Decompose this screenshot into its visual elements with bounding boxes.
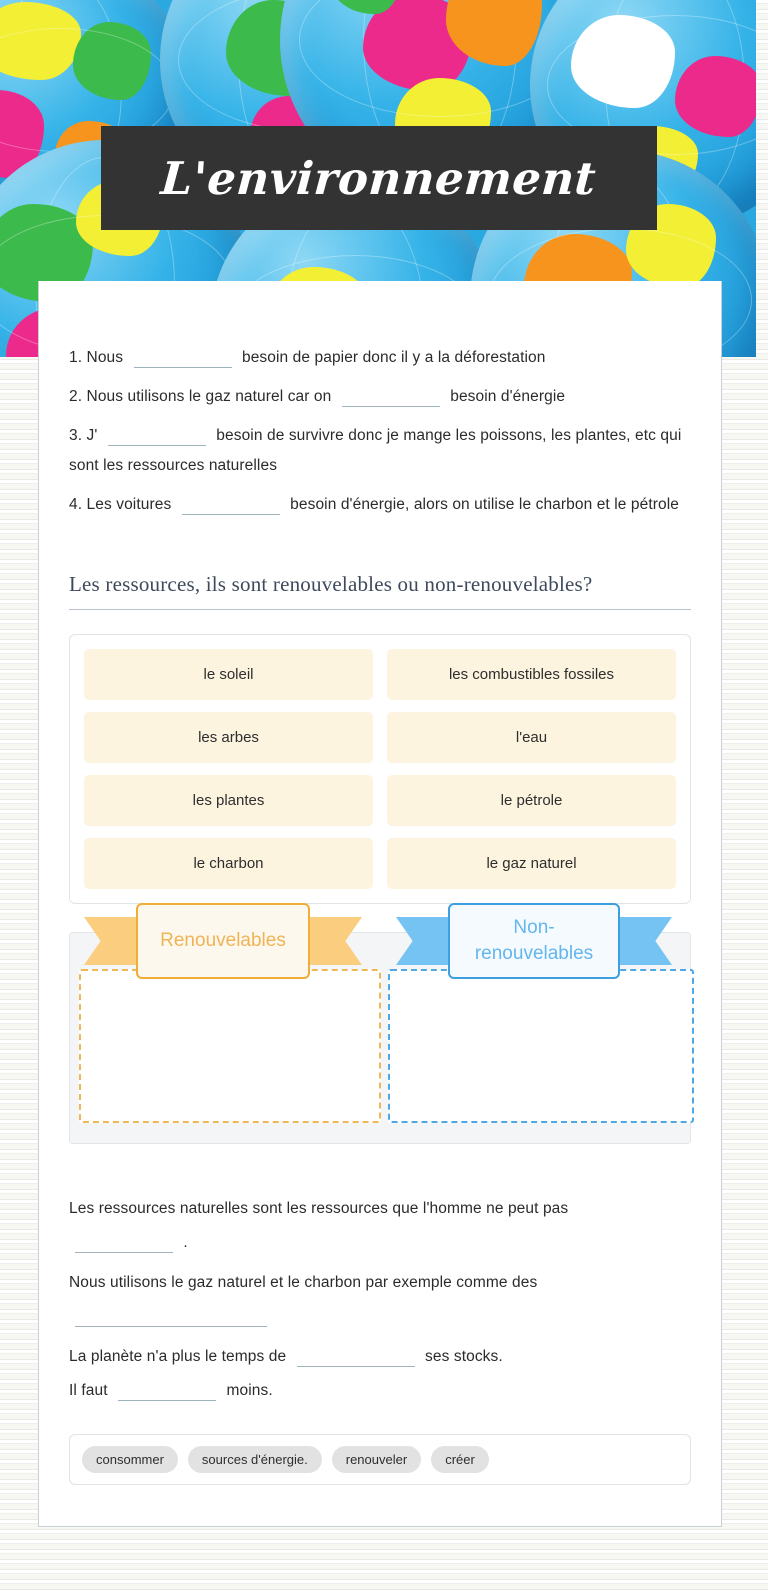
cloze-line [69, 1192, 691, 1226]
drop-zone-nonrenewable[interactable] [388, 969, 694, 1123]
question-text-post: besoin d'énergie [450, 388, 566, 405]
question-row [69, 490, 691, 520]
cloze-text-pre: Nous utilisons le gaz naturel et le charbon par exemple comme des [69, 1274, 538, 1291]
draggable-tile[interactable]: les plantes [84, 775, 373, 826]
word-bank-chip[interactable]: sources d'énergie. [188, 1446, 322, 1473]
answer-blank[interactable] [75, 1252, 173, 1253]
category-label-nonrenewable: Non-renouvelables [448, 903, 620, 979]
title-banner [101, 126, 657, 230]
cloze-text-post: . [183, 1234, 188, 1251]
draggable-tile[interactable]: le gaz naturel [387, 838, 676, 889]
cloze-line [69, 1340, 691, 1374]
question-text-pre: 4. Les voitures [69, 496, 172, 513]
cloze-text-post: moins. [226, 1382, 273, 1399]
draggable-tile[interactable]: les arbes [84, 712, 373, 763]
cloze-text-post: ses stocks. [425, 1348, 503, 1365]
question-row [69, 343, 691, 373]
question-row [69, 421, 691, 481]
answer-blank[interactable] [182, 514, 280, 515]
question-text-pre: 2. Nous utilisons le gaz naturel car on [69, 388, 332, 405]
question-text-post: besoin de survivre donc je mange les poissons, les plantes, etc qui sont les ressources naturelles [69, 427, 682, 474]
answer-blank[interactable] [75, 1326, 267, 1327]
worksheet-card [38, 281, 722, 1527]
category-ribbon-renewable [136, 903, 310, 979]
draggable-tile[interactable]: l'eau [387, 712, 676, 763]
cloze-text-pre: Il faut [69, 1382, 108, 1399]
question-text-pre: 1. Nous [69, 349, 124, 366]
draggable-tile[interactable]: le charbon [84, 838, 373, 889]
word-bank-chip[interactable]: créer [431, 1446, 489, 1473]
fill-in-questions [69, 343, 691, 520]
question-text-pre: 3. J' [69, 427, 98, 444]
cloze-line [69, 1374, 691, 1408]
answer-blank[interactable] [134, 367, 232, 368]
drop-zone-area [69, 917, 691, 1144]
page-title: L'environnement [159, 151, 599, 205]
answer-blank[interactable] [342, 406, 440, 407]
question-text-post: besoin d'énergie, alors on utilise le charbon et le pétrole [290, 496, 680, 513]
draggable-tiles-panel [69, 634, 691, 904]
closing-cloze-section [69, 1192, 691, 1408]
word-bank-chip[interactable]: renouveler [332, 1446, 421, 1473]
cloze-line [69, 1300, 691, 1334]
cloze-text-pre: La planète n'a plus le temps de [69, 1348, 287, 1365]
word-bank-chip[interactable]: consommer [82, 1446, 178, 1473]
answer-blank[interactable] [108, 445, 206, 446]
cloze-line [69, 1226, 691, 1260]
cloze-text-pre: Les ressources naturelles sont les ressources que l'homme ne peut pas [69, 1200, 569, 1217]
answer-blank[interactable] [118, 1400, 216, 1401]
draggable-tile[interactable]: le soleil [84, 649, 373, 700]
category-ribbon-nonrenewable [448, 903, 620, 979]
draggable-tile[interactable]: les combustibles fossiles [387, 649, 676, 700]
drop-zone-outline [388, 969, 694, 1123]
sort-activity-heading: Les ressources, ils sont renouvelables ou non-renouvelables? [69, 572, 691, 610]
question-row [69, 382, 691, 412]
draggable-tile[interactable]: le pétrole [387, 775, 676, 826]
answer-blank[interactable] [297, 1366, 415, 1367]
cloze-line [69, 1266, 691, 1300]
drop-zone-outline [79, 969, 381, 1123]
drop-zone-renewable[interactable] [79, 969, 381, 1123]
question-text-post: besoin de papier donc il y a la déforestation [241, 349, 546, 366]
word-bank [69, 1434, 691, 1485]
category-label-renewable: Renouvelables [136, 903, 310, 979]
